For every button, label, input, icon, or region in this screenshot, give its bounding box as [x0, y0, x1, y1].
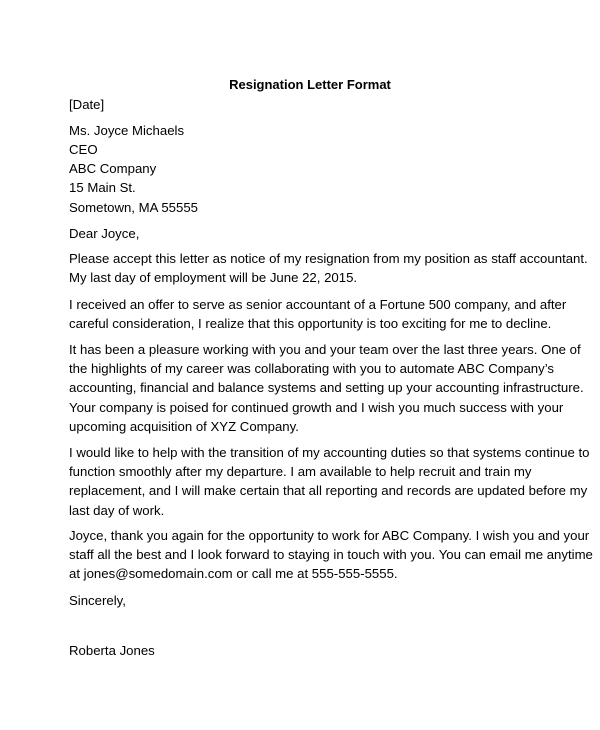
paragraph-3	[69, 340, 584, 436]
paragraph-line: My last day of employment will be June 22, 2015.	[69, 270, 358, 286]
paragraph-line: Joyce, thank you again for the opportunity to work for ABC Company. I wish you and your	[69, 528, 590, 543]
paragraph-line: replacement, and I will make certain that all reporting and records are updated before my	[69, 483, 588, 499]
paragraph-line: function smoothly after my departure. I am available to help recruit and train my	[69, 464, 532, 480]
paragraph-line: careful consideration, I realize that this opportunity is too exciting for me to decline.	[69, 316, 552, 332]
paragraph-line: Please accept this letter as notice of my resignation from my position as staff accountant.	[69, 251, 588, 266]
paragraph-4	[69, 443, 590, 520]
paragraph-1	[69, 249, 588, 287]
paragraph-line: Your company is poised for continued growth and I wish you much success with your	[69, 399, 564, 415]
paragraph-line: staff all the best and I look forward to staying in touch with you. You can email me anytime	[69, 547, 593, 563]
paragraph-line: at jones@somedomain.com or call me at 555-555-5555.	[69, 566, 398, 582]
date-line: [Date]	[69, 97, 105, 112]
recipient-position: CEO	[69, 142, 98, 157]
paragraph-line: It has been a pleasure working with you and your team over the last three years. One of	[69, 342, 581, 357]
recipient-company: ABC Company	[69, 161, 157, 176]
recipient-city-state-zip: Sometown, MA 55555	[69, 200, 199, 215]
paragraph-line: last day of work.	[69, 502, 165, 518]
salutation: Dear Joyce,	[69, 226, 140, 241]
paragraph-5	[69, 526, 593, 584]
paragraph-line: I received an offer to serve as senior accountant of a Fortune 500 company, and after	[69, 297, 567, 312]
paragraph-line: the highlights of my career was collaborating with you to automate ABC Company’s	[69, 361, 555, 377]
recipient-street: 15 Main St.	[69, 180, 136, 195]
paragraph-line: upcoming acquisition of XYZ Company.	[69, 418, 299, 434]
document-title: Resignation Letter Format	[229, 77, 391, 92]
paragraph-line: I would like to help with the transition of my accounting duties so that systems continue to	[69, 445, 590, 460]
closing: Sincerely,	[69, 593, 126, 608]
recipient-name: Ms. Joyce Michaels	[69, 123, 185, 138]
paragraph-2	[69, 295, 567, 333]
signature-name: Roberta Jones	[69, 643, 155, 658]
paragraph-line: accounting, financial and balance systems and setting up your accounting infrastructure.	[69, 380, 584, 396]
